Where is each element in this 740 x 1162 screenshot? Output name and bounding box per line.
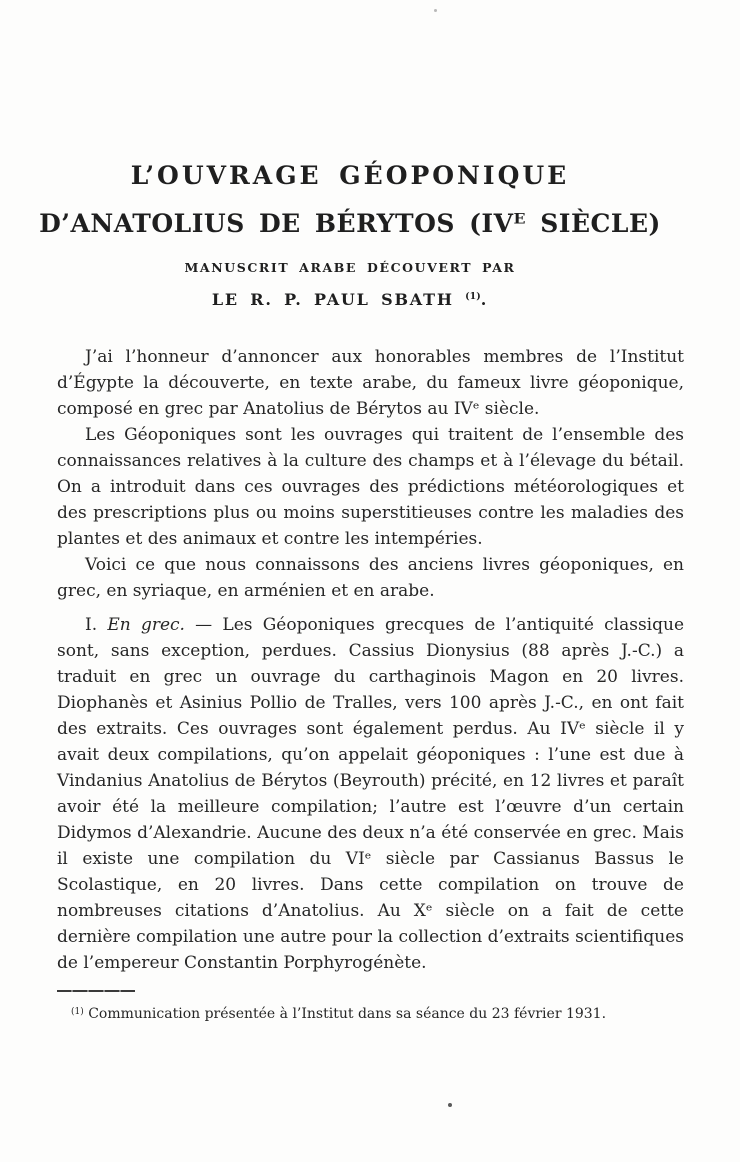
section-text: Les Géoponiques grecques de l’antiquité classique sont, sans exception, perdues. Cassius Dionysius (88 après J.-C.) a traduit en grec un ouvrage du carthaginois Magon en 20 livres. Diophanès et Asinius Pollio de Tralles, vers 100 après J.-C., en ont fait des extraits. Ces ouvrages sont également perdus. Au IVᵉ siècle il y avait deux compilations, qu’on appelait géoponiques : l’une est due à Vindanius Anatolius de Bérytos (Beyrouth) précité, en 12 livres et paraît avoir été la meilleure compilation; l’autre est l’œuvre d’un certain Didymos d’Alexandrie. Aucune des deux n’a été conservée en grec. Mais il existe une compilation du VIᵉ siècle par Cassianus Bassus le Scolastique, en 20 livres. Dans cette compilation on trouve de nombreuses citations d’Anatolius. Au Xᵉ siècle on a fait de cette dernière compilation une autre pour la collection d’extraits scientifiques de l’empereur Constantin Porphyrogénète. [57,615,685,973]
section-dash: — [184,615,223,635]
author-line-period: . [480,290,489,309]
footnote-area [57,990,684,1024]
section-title-italic: En grec. [107,615,185,635]
paragraph-definition: Les Géoponiques sont les ouvrages qui traitent de l’ensemble des connaissances relatives à la culture des champs et à l’élevage du bétail. On a introduit dans ces ouvrages des prédictions météorologiques et des prescriptions plus ou moins superstitieuses contre les maladies des plantes et des animaux et contre les intempéries. [57,425,684,549]
author-footnote-marker: (1) [465,291,481,302]
article-body [57,344,684,1024]
paragraph-overview: Voici ce que nous connaissons des anciens livres géoponiques, en grec, en syriaque, en arménien et en arabe. [57,555,684,601]
footnote-marker: (1) [71,1007,84,1017]
page-top-scan-mark [434,9,437,12]
article-subtitle: MANUSCRIT ARABE DÉCOUVERT PAR [184,260,516,275]
author-line [30,290,670,309]
page-bottom-scan-mark [448,1103,452,1107]
article-title-line2: D’ANATOLIUS DE BÉRYTOS (IVᴱ SIÈCLE) [39,209,661,238]
article-title-line1: L’OUVRAGE GÉOPONIQUE [130,161,570,190]
footnote-text: Communication présentée à l’Institut dans sa séance du 23 février 1931. [83,1006,607,1022]
paragraph-intro: J’ai l’honneur d’annoncer aux honorables membres de l’Institut d’Égypte la découverte, en texte arabe, du fameux livre géoponique, composé en grec par Anatolius de Bérytos au IVᵉ siècle. [57,347,684,419]
footnote-line [57,1003,684,1024]
footnote-rule [57,990,135,992]
section-1-en-grec-paragraph [57,612,684,976]
author-name: LE R. P. PAUL SBATH [211,290,454,309]
section-numeral: I. [85,615,108,635]
